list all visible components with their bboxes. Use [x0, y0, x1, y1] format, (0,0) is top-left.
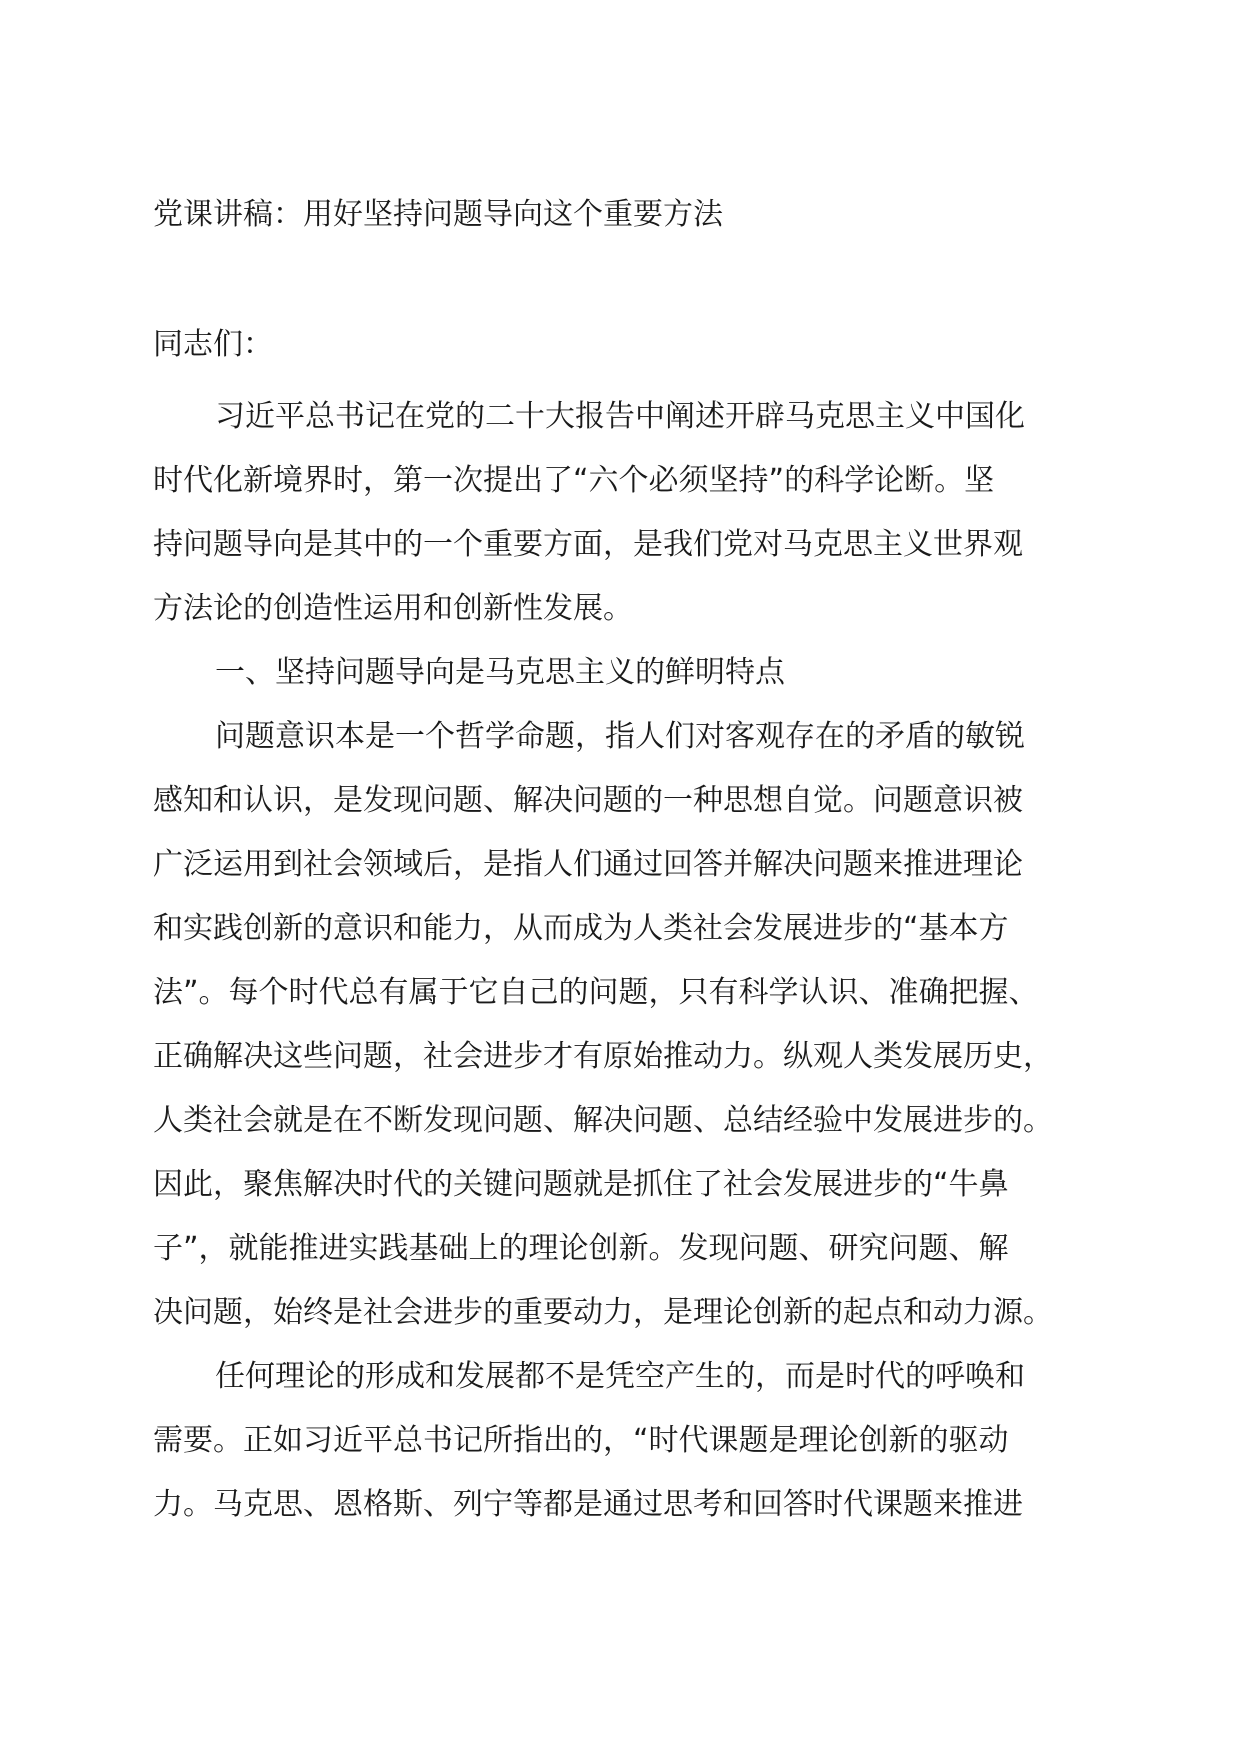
paragraph-line: 时代化新境界时，第一次提出了“六个必须坚持”的科学论断。坚 — [153, 463, 995, 498]
paragraph-line: 人类社会就是在不断发现问题、解决问题、总结经验中发展进步的。 — [153, 1103, 1053, 1138]
paragraph-line: 持问题导向是其中的一个重要方面，是我们党对马克思主义世界观 — [153, 527, 1023, 562]
paragraph-line: 和实践创新的意识和能力，从而成为人类社会发展进步的“基本方 — [153, 911, 1009, 946]
document-title: 党课讲稿：用好坚持问题导向这个重要方法 — [153, 197, 723, 232]
paragraph-line: 广泛运用到社会领域后，是指人们通过回答并解决问题来推进理论 — [153, 847, 1023, 882]
paragraph-line: 任何理论的形成和发展都不是凭空产生的，而是时代的呼唤和 — [215, 1359, 1025, 1394]
paragraph-line: 因此，聚焦解决时代的关键问题就是抓住了社会发展进步的“牛鼻 — [153, 1167, 1009, 1202]
salutation: 同志们： — [153, 327, 273, 362]
paragraph-line: 习近平总书记在党的二十大报告中阐述开辟马克思主义中国化 — [215, 399, 1025, 434]
paragraph-line: 正确解决这些问题，社会进步才有原始推动力。纵观人类发展历史， — [153, 1039, 1053, 1074]
paragraph-line: 需要。正如习近平总书记所指出的，“时代课题是理论创新的驱动 — [153, 1423, 1009, 1458]
body-text — [153, 385, 1090, 1537]
paragraph-line: 感知和认识，是发现问题、解决问题的一种思想自觉。问题意识被 — [153, 783, 1023, 818]
paragraph-line: 力。马克思、恩格斯、列宁等都是通过思考和回答时代课题来推进 — [153, 1487, 1023, 1522]
paragraph-line: 方法论的创造性运用和创新性发展。 — [153, 591, 633, 626]
paragraph-line: 问题意识本是一个哲学命题，指人们对客观存在的矛盾的敏锐 — [215, 719, 1025, 754]
paragraph-line: 决问题，始终是社会进步的重要动力，是理论创新的起点和动力源。 — [153, 1295, 1053, 1330]
paragraph-line: 子”，就能推进实践基础上的理论创新。发现问题、研究问题、解 — [153, 1231, 1009, 1266]
section-heading: 一、坚持问题导向是马克思主义的鲜明特点 — [215, 655, 785, 690]
paragraph-line: 法”。每个时代总有属于它自己的问题，只有科学认识、准确把握、 — [153, 975, 1039, 1010]
